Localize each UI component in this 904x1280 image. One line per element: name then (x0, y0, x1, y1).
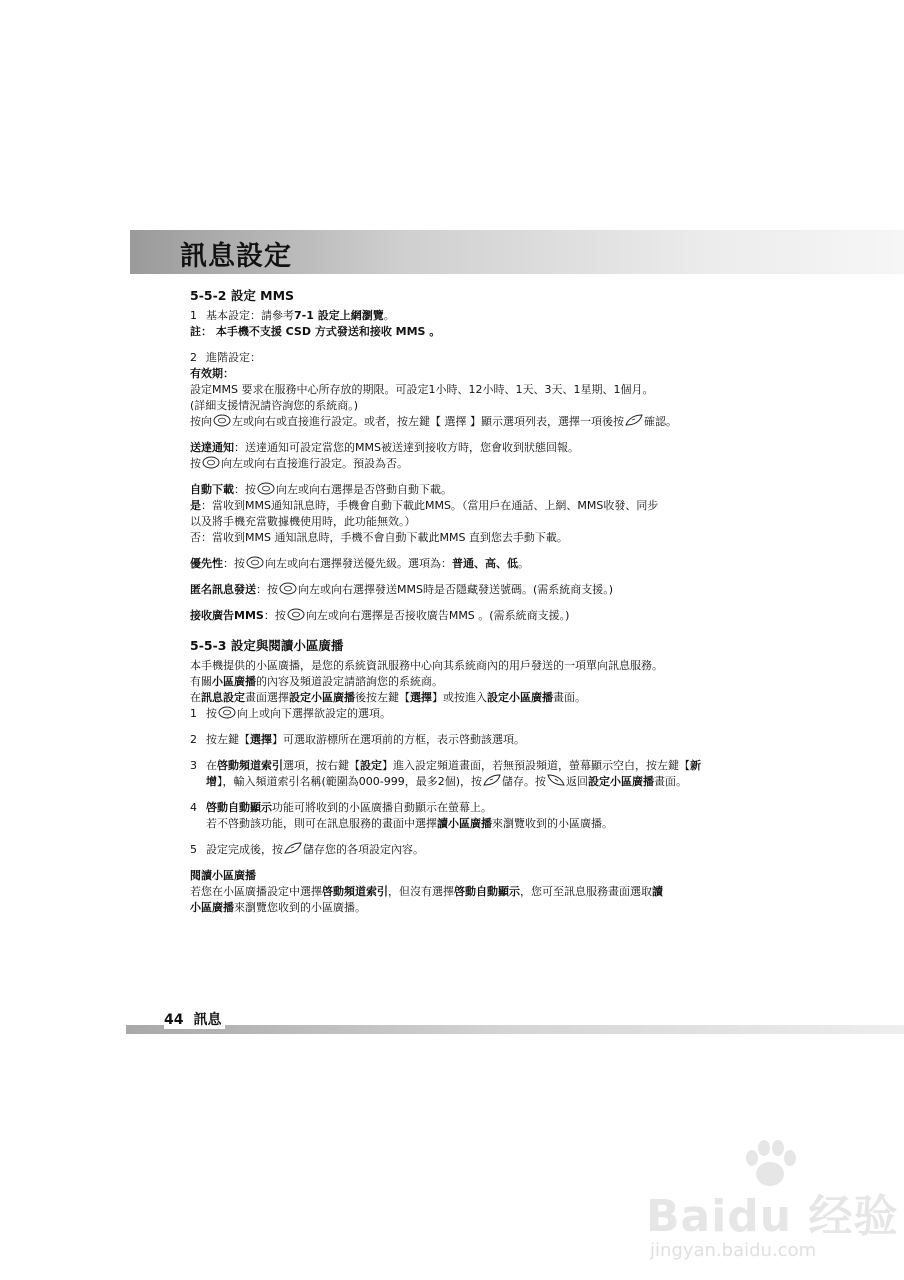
text: 若不啓動該功能，則可在訊息服務的畫面中選擇 (206, 817, 437, 830)
cb-step-4-cont (190, 816, 710, 832)
text: 儲存您的各項設定內容。 (303, 843, 424, 856)
cb-step-1 (190, 706, 710, 722)
section-552-heading: 5-5-2 設定 MMS (190, 288, 295, 303)
nav-key-icon (287, 608, 305, 621)
page-footer (164, 1011, 225, 1029)
item-number: 2 (190, 733, 197, 746)
reference-link: 7-1 設定上網瀏覽 (294, 309, 384, 322)
delivery-label: 送達通知 (190, 441, 234, 454)
item-basic-settings (190, 308, 710, 324)
cb-intro-1: 本手機提供的小區廣播，是您的系統資訊服務中心向其系統商內的用戶發送的一項單向訊息服務。 (190, 659, 663, 672)
footer-band (126, 1025, 904, 1034)
page-number: 44 (164, 1012, 184, 1028)
text: 】或按進入 (432, 691, 487, 704)
watermark-brand: Baidu 经验 (646, 1191, 899, 1242)
auto-download-yes (190, 498, 710, 514)
text: 來瀏覽收到的小區廣播。 (492, 817, 613, 830)
content (190, 288, 710, 916)
anonymous-send (190, 582, 710, 598)
auto-download-label: 自動下載 (190, 483, 234, 496)
text: 播 (643, 775, 655, 788)
text: 啓動自動顯示 (206, 801, 272, 814)
text: 有關 (190, 675, 212, 688)
read-cb-1 (190, 884, 710, 900)
header-band (130, 230, 904, 274)
read-cb-heading: 閱讀小區廣播 (190, 869, 256, 882)
cb-step-5 (190, 842, 710, 858)
text: 選擇 (250, 733, 272, 746)
text: 啓動頻道索引 (217, 759, 283, 772)
text: 後按左鍵【 (355, 691, 410, 704)
text: 向左或向右選擇是否接收廣告MMS 。(需系統商支援。) (305, 609, 570, 622)
validity-note: (詳細支援情況請咨詢您的系統商。) (190, 399, 359, 412)
auto-download-yes-cont: 以及將手機充當數據機使用時，此功能無效。） (190, 515, 416, 528)
text: 啓動自動顯示 (454, 885, 520, 898)
text: 設定小區廣 (588, 775, 644, 788)
section-553-heading: 5-5-3 設定與閱讀小區廣播 (190, 638, 344, 653)
text: 訊息設定 (201, 691, 245, 704)
item-number: 2 (190, 351, 197, 364)
validity-desc: 設定MMS 要求在服務中心所存放的期限。可設定1小時、12小時、1天、3天、1星期、1個月。 (190, 383, 654, 396)
yes-label: 是 (190, 499, 201, 512)
text: 設定 (360, 759, 382, 772)
text: 設定完成後，按 (206, 843, 283, 856)
anonymous-label: 匿名訊息發送 (190, 583, 256, 596)
nav-key-icon (279, 582, 297, 595)
validity-instruction (190, 414, 710, 430)
priority-label: 優先性 (190, 557, 223, 570)
item-text: 基本設定：請參考 (206, 309, 294, 322)
text: 選擇 (410, 691, 432, 704)
item-text: 進階設定： (206, 351, 261, 364)
text: 畫面。 (654, 775, 688, 788)
footer-section: 訊息 (193, 1012, 222, 1028)
item-number: 5 (190, 843, 197, 856)
delivery-instruction (190, 456, 710, 472)
cb-step-4 (190, 800, 710, 816)
watermark-url: jingyan.baidu.com (650, 1240, 817, 1261)
text: 】進入設定頻道畫面，若無預設頻道，螢幕顯示空白，按左 (382, 759, 668, 772)
text: 啓動頻道索引 (322, 885, 388, 898)
text: 向左或向右選擇發送MMS時是否隱藏發送號碼。(需系統商支援。) (298, 583, 614, 596)
text: 向左或向右直接進行設定。預設為否。 (221, 457, 408, 470)
text: 儲存。按 (502, 775, 547, 788)
item-number: 1 (190, 309, 197, 322)
text: 畫面選擇 (245, 691, 289, 704)
priority (190, 556, 710, 572)
note: 註： 本手機不支援 CSD 方式發送和接收 MMS 。 (190, 325, 441, 338)
nav-key-icon (257, 482, 275, 495)
text: ，但沒有選擇 (388, 885, 454, 898)
text: ：按 (223, 557, 245, 570)
text: 新增 (206, 759, 701, 788)
text: 讀 (652, 885, 663, 898)
text: 在 (206, 759, 217, 772)
text: 小區廣播 (212, 675, 256, 688)
priority-options: 普通、高、低 (452, 557, 518, 570)
text: 】，輸入頻道索引名稱(範圍為000-999，最多2個)，按 (217, 775, 483, 788)
item-number: 1 (190, 707, 197, 720)
text: 小區廣播 (190, 901, 234, 914)
validity-label: 有效期： (190, 367, 234, 380)
text: ：按 (263, 609, 286, 622)
text: 讀小區廣播 (437, 817, 492, 830)
text: ：當收到MMS通知訊息時，手機會自動下載此MMS。（當用戶在通話、上網、MMS收發、同步 (201, 499, 659, 512)
text: 按左鍵【 (206, 733, 250, 746)
text: 按向 (190, 415, 212, 428)
text: 按 (206, 707, 217, 720)
text: 向左或向右選擇是否啓動自動下載。 (276, 483, 452, 496)
text: 確認。 (644, 415, 677, 428)
cb-step-2 (190, 732, 710, 748)
auto-download (190, 482, 710, 498)
text: ：按 (234, 483, 256, 496)
cb-intro-2 (190, 674, 710, 690)
nav-key-icon (202, 456, 220, 469)
cb-step-3 (190, 758, 710, 790)
ads-label: 接收廣告MMS (190, 609, 264, 622)
text: 若您在小區廣播設定中選擇 (190, 885, 322, 898)
text: 】可選取游標所在選項前的方框，表示啓動該選項。 (272, 733, 525, 746)
text: 左或向右或直接進行設定。或者，按左鍵【 選擇 】顯示選項列表，選擇一項後按 (232, 415, 624, 428)
text: 設定小區廣播 (487, 691, 553, 704)
text: 向左或向右選擇發送優先級。選項為： (265, 557, 452, 570)
text: 向上或向下選擇欲設定的選項。 (237, 707, 391, 720)
item-text: 。 (383, 309, 395, 322)
baidu-watermark (640, 1140, 899, 1270)
text: 功能可將收到的小區廣播自動顯示在螢幕上。 (272, 801, 492, 814)
text: ：送達通知可設定當您的MMS被送達到接收方時，您會收到狀態回報。 (234, 441, 579, 454)
page-title: 訊息設定 (180, 241, 292, 272)
text: 畫面。 (553, 691, 586, 704)
item-number: 4 (190, 801, 197, 814)
read-cb-2 (190, 900, 710, 916)
text: 設定小區廣播 (289, 691, 355, 704)
nav-key-icon (213, 414, 231, 427)
left-softkey-icon (284, 842, 302, 855)
nav-key-icon (218, 706, 236, 719)
item-advanced-settings (190, 350, 710, 366)
text: 。 (518, 557, 529, 570)
text: 來瀏覽您收到的小區廣播。 (234, 901, 366, 914)
receive-ads (190, 608, 710, 624)
left-softkey-icon (483, 774, 501, 787)
text: 選項，按右鍵【 (283, 759, 360, 772)
left-softkey-icon (625, 414, 643, 427)
text: ：按 (256, 583, 278, 596)
text: 鍵【 (668, 759, 690, 772)
delivery-report (190, 440, 710, 456)
nav-key-icon (246, 556, 264, 569)
text: ，您可至訊息服務畫面選取 (520, 885, 652, 898)
cb-intro-3 (190, 690, 710, 706)
right-softkey-icon (547, 774, 565, 787)
item-number: 3 (190, 759, 197, 772)
text: 按 (190, 457, 201, 470)
text: 的內容及頻道設定請諮詢您的系統商。 (256, 675, 443, 688)
auto-download-no: 否：當收到MMS 通知訊息時，手機不會自動下載此MMS 直到您去手動下載。 (190, 531, 568, 544)
text: 返回 (566, 775, 589, 788)
text: 在 (190, 691, 201, 704)
